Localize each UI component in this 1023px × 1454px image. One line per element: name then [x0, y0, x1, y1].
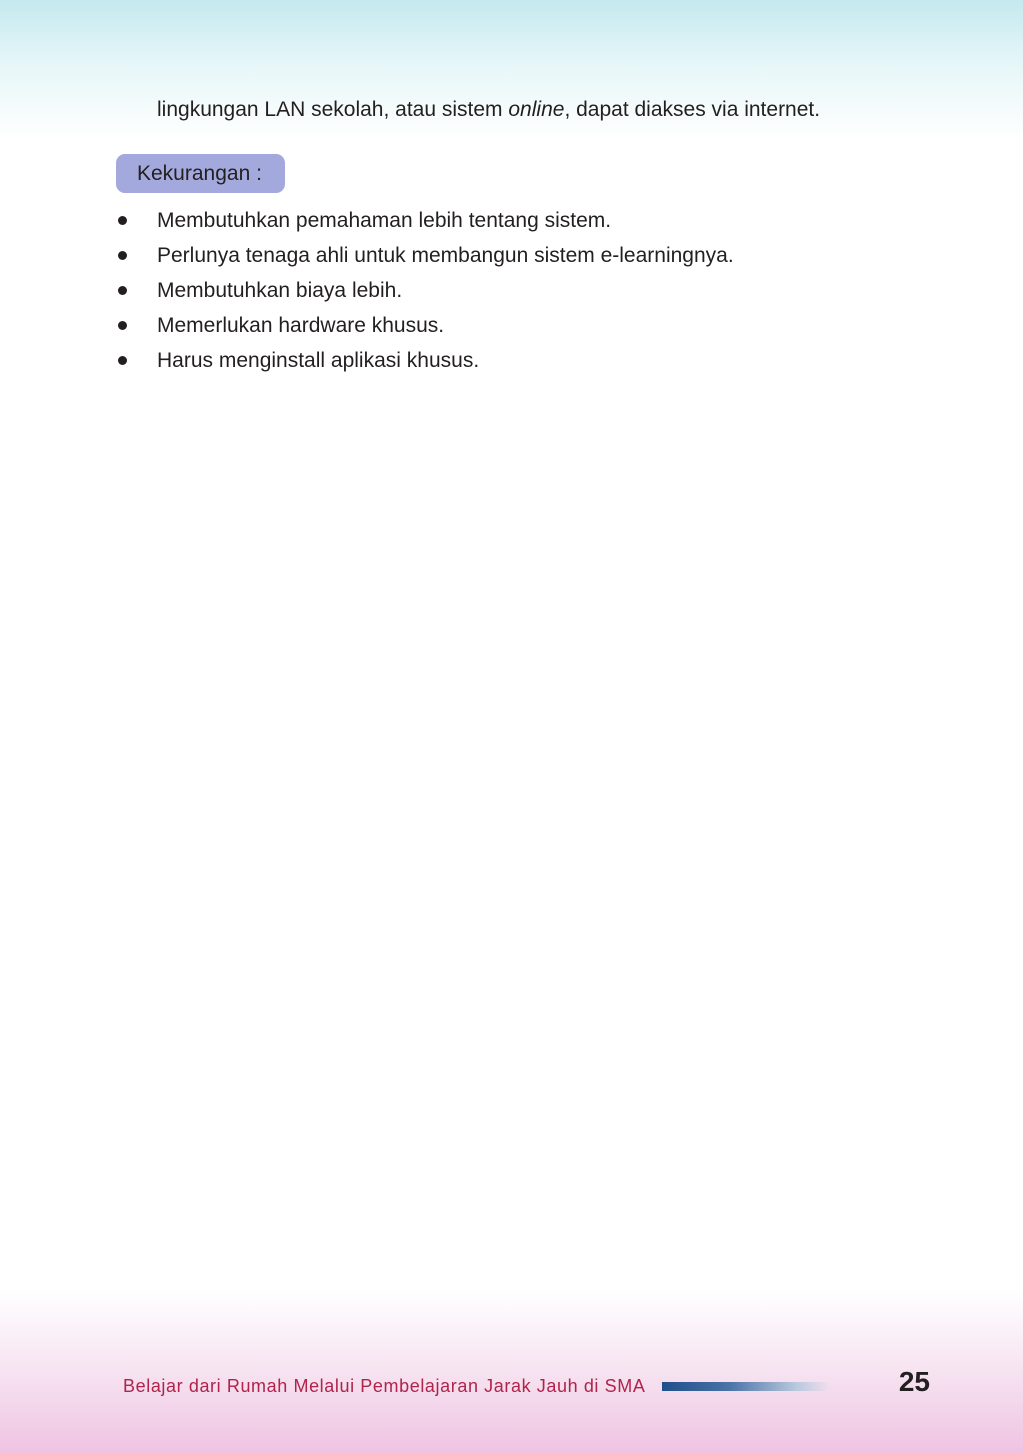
bullet-icon [118, 216, 127, 225]
list-item-text: Membutuhkan biaya lebih. [157, 279, 403, 302]
list-item [116, 343, 734, 378]
disadvantages-list [116, 203, 734, 378]
page-number: 25 [898, 1366, 930, 1397]
bottom-gradient-band [0, 1290, 1023, 1454]
list-item-text: Membutuhkan pemahaman lebih tentang sistem. [157, 209, 612, 232]
list-item [116, 238, 734, 273]
list-item [116, 203, 734, 238]
intro-text-start: lingkungan LAN sekolah, atau sistem [157, 98, 509, 121]
footer-decorative-bar [662, 1382, 830, 1391]
list-item [116, 273, 734, 308]
bullet-icon [118, 286, 127, 295]
list-item-text: Memerlukan hardware khusus. [157, 314, 445, 337]
intro-paragraph [157, 96, 820, 124]
bullet-icon [118, 321, 127, 330]
list-item-text: Perlunya tenaga ahli untuk membangun sistem e-learningnya. [157, 244, 734, 267]
intro-text-end: , dapat diakses via internet. [564, 98, 821, 121]
section-label-kekurangan: Kekurangan : [116, 154, 285, 193]
list-item-text: Harus menginstall aplikasi khusus. [157, 349, 480, 372]
intro-text-italic: online [508, 98, 565, 121]
footer-book-title: Belajar dari Rumah Melalui Pembelajaran Jarak Jauh di SMA [123, 1376, 646, 1396]
bullet-icon [118, 356, 127, 365]
list-item [116, 308, 734, 343]
bullet-icon [118, 251, 127, 260]
